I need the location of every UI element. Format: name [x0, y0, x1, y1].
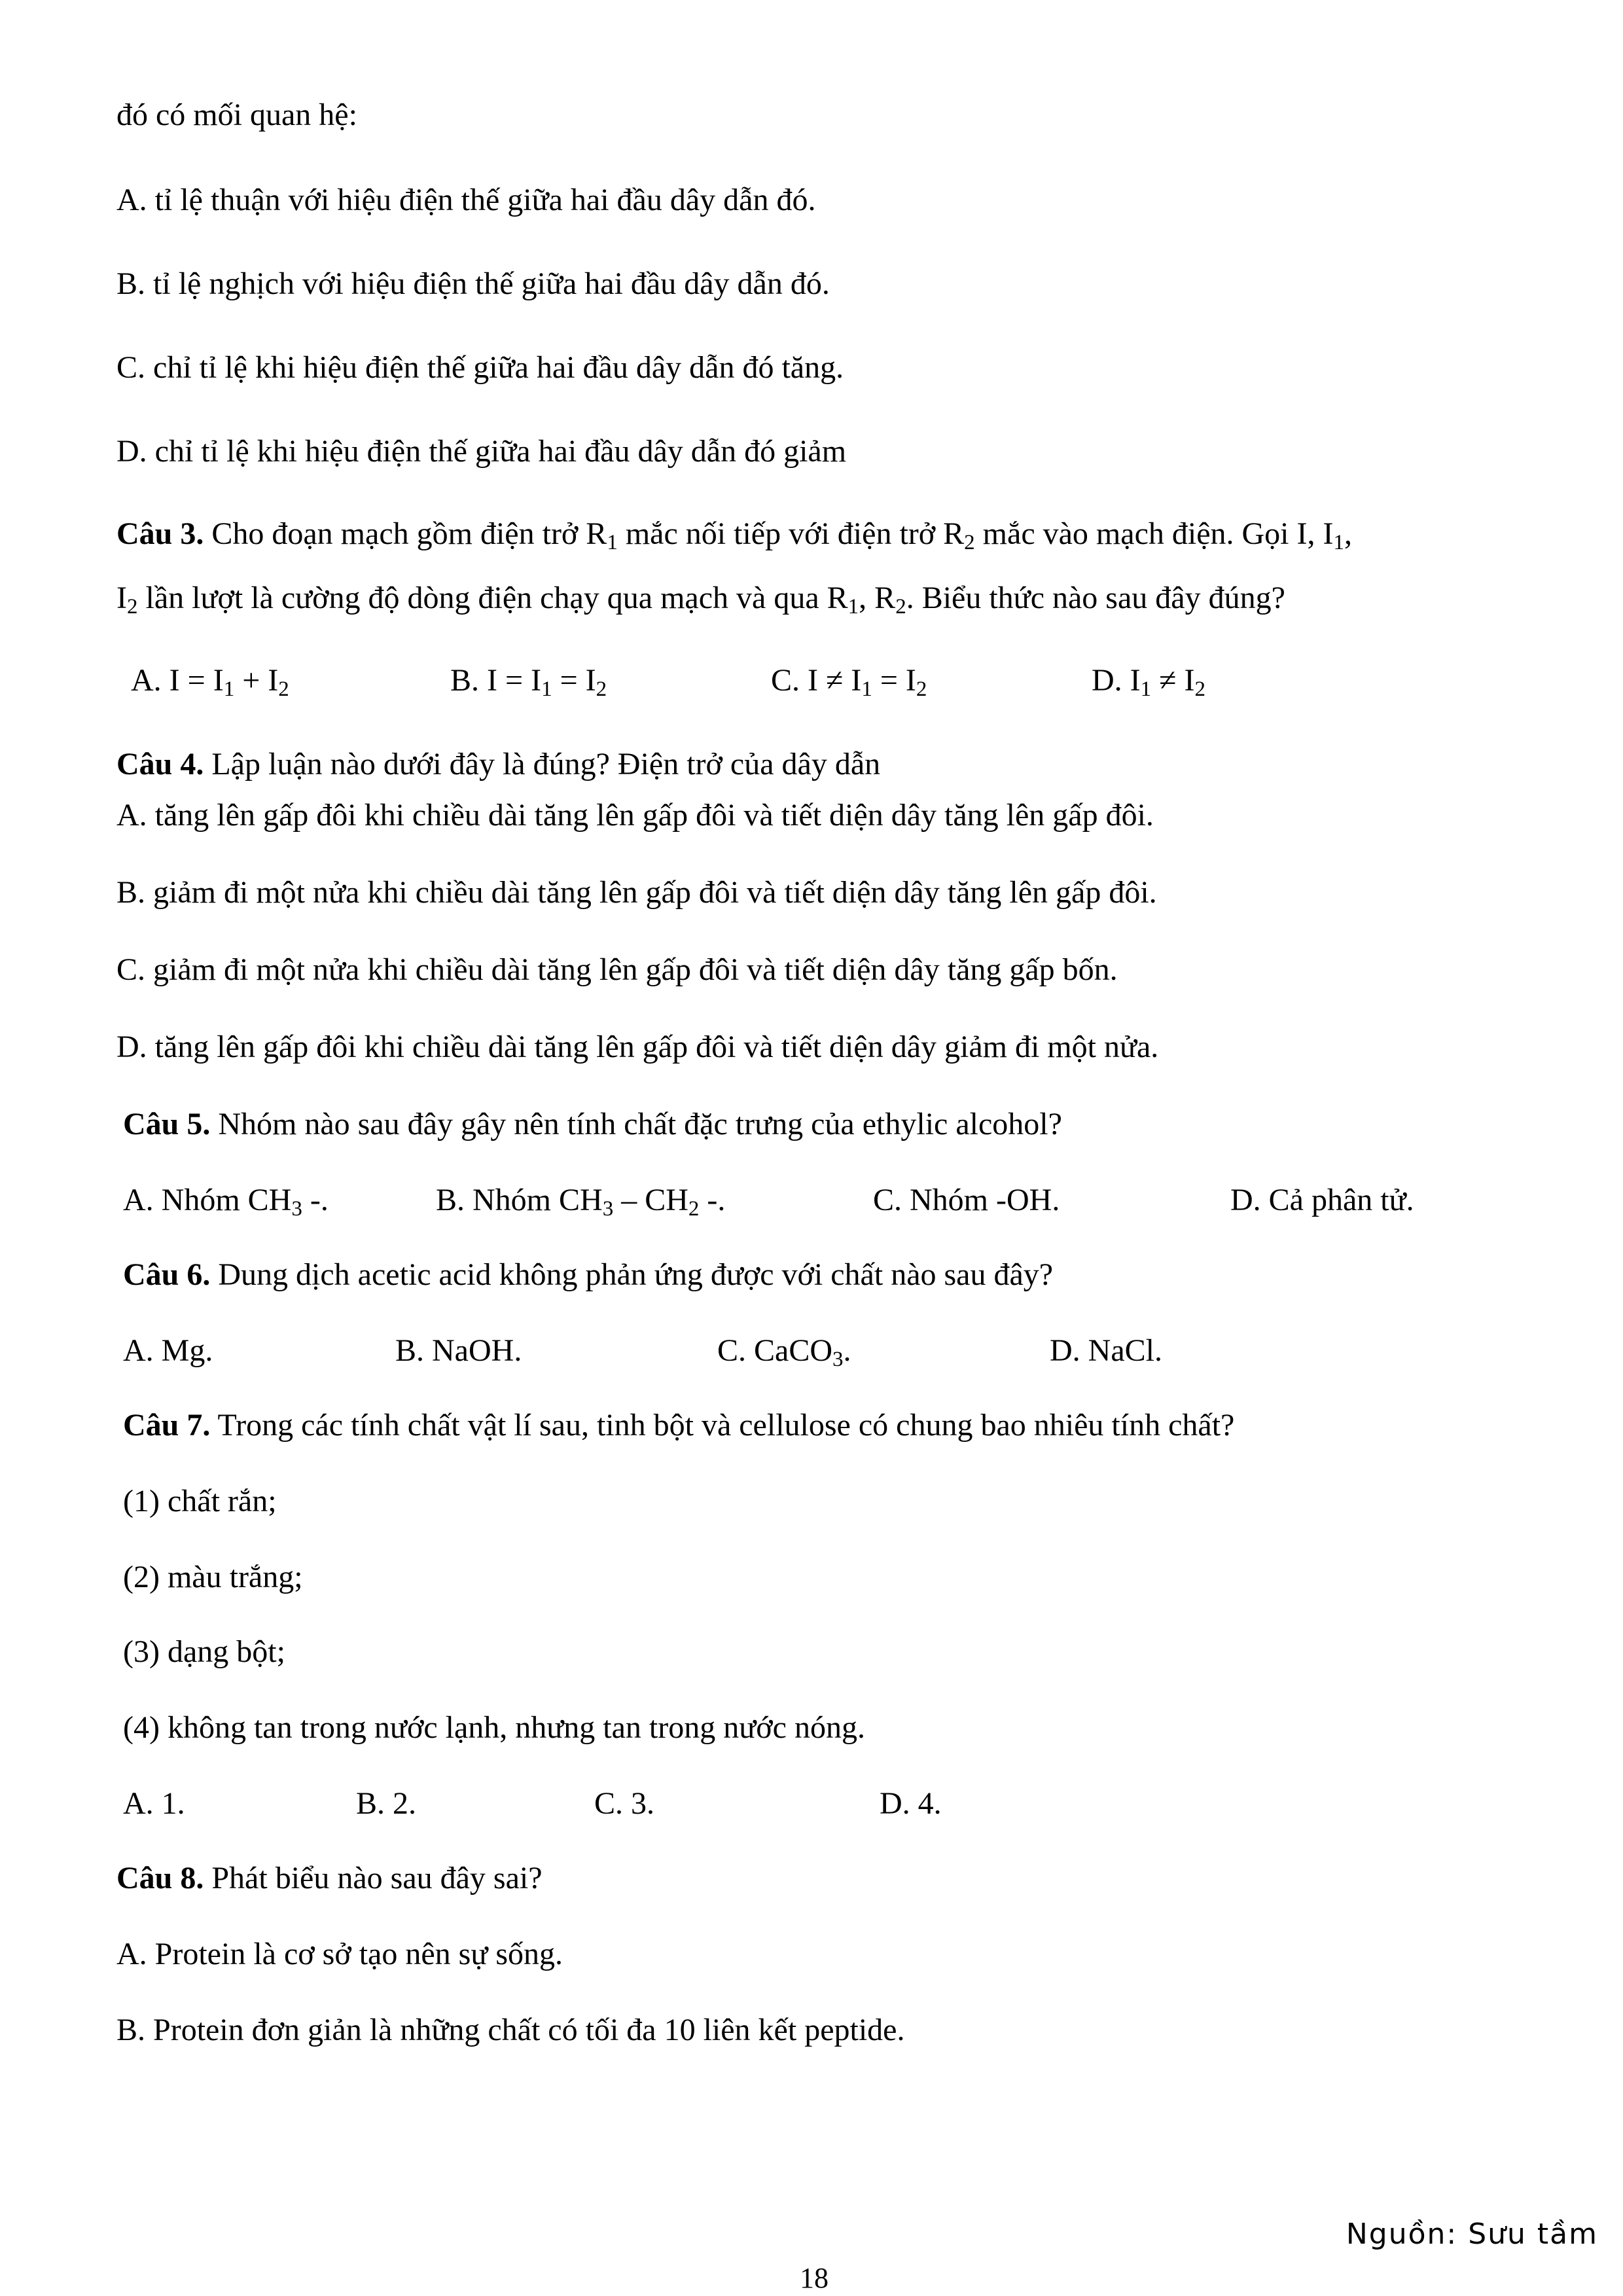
q6-option-c: C. CaCO$_3$. — [717, 1333, 851, 1371]
q8-stem: Câu 8. Phát biểu nào sau đây sai? — [116, 1861, 543, 1895]
q5-option-b: B. Nhóm $CH_3 - CH_2$ -. — [436, 1183, 726, 1221]
q3-stem-line-1: Câu 3. Cho đoạn mạch gồm điện trở $R_1$ mắc nối tiếp với điện trở $R_2$ mắc vào mạch điện. Gọi I, $I_1$, — [116, 516, 1352, 554]
q3-option-b: B. $I = I_1 = I_2$ — [450, 663, 607, 701]
q5-option-a: A. Nhóm $CH_3$ -. — [123, 1183, 329, 1221]
q5-stem: Câu 5. Nhóm nào sau đây gây nên tính chất đặc trưng của ethylic alcohol? — [123, 1107, 1062, 1141]
q4-option-b: B. giảm đi một nửa khi chiều dài tăng lên gấp đôi và tiết diện dây tăng lên gấp đôi. — [116, 875, 1157, 910]
q3-stem-line-2: $I_2$ lần lượt là cường độ dòng điện chạy qua mạch và qua $R_1$, $R_2$. Biểu thức nào sau đây đúng? — [116, 581, 1285, 619]
q6-option-a: A. Mg. — [123, 1333, 213, 1368]
q5-label: Câu 5. — [123, 1107, 211, 1141]
q8-option-a: A. Protein là cơ sở tạo nên sự sống. — [116, 1937, 563, 1971]
q7-item-3: (3) dạng bột; — [123, 1634, 285, 1669]
q4-option-d: D. tăng lên gấp đôi khi chiều dài tăng lên gấp đôi và tiết diện dây giảm đi một nửa. — [116, 1030, 1159, 1064]
footer-source: Nguồn: Sưu tầm — [1346, 2217, 1598, 2251]
q7-item-4: (4) không tan trong nước lạnh, nhưng tan trong nước nóng. — [123, 1710, 865, 1745]
q4-option-a: A. tăng lên gấp đôi khi chiều dài tăng lên gấp đôi và tiết diện dây tăng lên gấp đôi. — [116, 798, 1154, 833]
q4-label: Câu 4. — [116, 747, 204, 781]
carryover-intro: đó có mối quan hệ: — [116, 98, 357, 132]
q7-option-a: A. 1. — [123, 1786, 185, 1821]
page-number: 18 — [800, 2262, 829, 2294]
q7-item-2: (2) màu trắng; — [123, 1560, 303, 1594]
q7-stem: Câu 7. Trong các tính chất vật lí sau, tinh bột và cellulose có chung bao nhiêu tính chất? — [123, 1408, 1235, 1443]
q5-option-c: C. Nhóm -OH. — [873, 1183, 1060, 1217]
q6-label: Câu 6. — [123, 1257, 211, 1292]
q3-option-a: A. $I = I_1 + I_2$ — [131, 663, 289, 701]
q3-option-c: C. $I \ne I_1 = I_2$ — [771, 663, 927, 701]
carryover-option-c: C. chỉ tỉ lệ khi hiệu điện thế giữa hai đầu dây dẫn đó tăng. — [116, 350, 844, 385]
carryover-option-a: A. tỉ lệ thuận với hiệu điện thế giữa hai đầu dây dẫn đó. — [116, 183, 816, 217]
q3-option-d: D. $I_1 \ne I_2$ — [1092, 663, 1205, 701]
q6-option-d: D. NaCl. — [1050, 1333, 1162, 1368]
q8-option-b: B. Protein đơn giản là những chất có tối đa 10 liên kết peptide. — [116, 2013, 905, 2047]
q6-stem: Câu 6. Dung dịch acetic acid không phản ứng được với chất nào sau đây? — [123, 1257, 1054, 1292]
carryover-option-d: D. chỉ tỉ lệ khi hiệu điện thế giữa hai đầu dây dẫn đó giảm — [116, 434, 847, 469]
q7-option-c: C. 3. — [594, 1786, 655, 1821]
carryover-option-b: B. tỉ lệ nghịch với hiệu điện thế giữa hai đầu dây dẫn đó. — [116, 266, 830, 301]
q8-label: Câu 8. — [116, 1861, 204, 1895]
q4-stem: Câu 4. Lập luận nào dưới đây là đúng? Điện trở của dây dẫn — [116, 747, 881, 781]
q5-option-d: D. Cả phân tử. — [1230, 1183, 1414, 1217]
q7-option-b: B. 2. — [356, 1786, 417, 1821]
q6-option-b: B. NaOH. — [395, 1333, 522, 1368]
q4-option-c: C. giảm đi một nửa khi chiều dài tăng lên gấp đôi và tiết diện dây tăng gấp bốn. — [116, 952, 1118, 987]
q7-item-1: (1) chất rắn; — [123, 1484, 277, 1518]
q7-option-d: D. 4. — [880, 1786, 942, 1821]
q3-label: Câu 3. — [116, 516, 204, 551]
q7-label: Câu 7. — [123, 1408, 211, 1443]
